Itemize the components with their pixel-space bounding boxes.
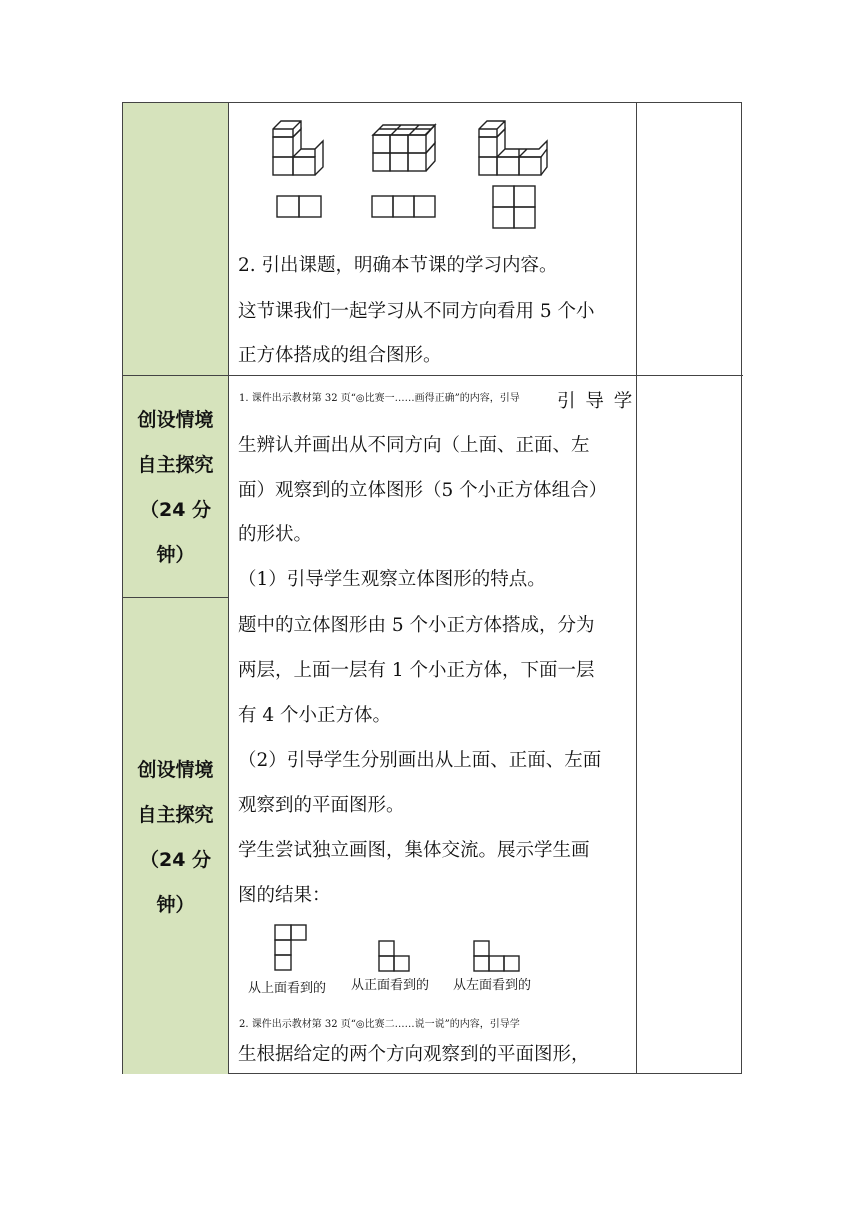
caption-left-view: 从左面看到的	[453, 978, 532, 993]
section-label-line: 钟）	[156, 894, 195, 916]
body-text: 观察到的平面图形。	[238, 795, 405, 816]
view-shape-2	[371, 195, 437, 219]
cube-figure-3	[475, 113, 555, 175]
caption-front-view: 从正面看到的	[351, 978, 430, 993]
lesson-table	[122, 102, 742, 1074]
section-label-line: 创设情境	[137, 409, 214, 431]
front-view-drawing	[378, 940, 412, 972]
body-text: 两层，上面一层有 1 个小正方体，下面一层	[238, 660, 595, 681]
column-divider	[636, 103, 637, 1073]
body-text: 的形状。	[238, 524, 313, 545]
view-shape-3	[492, 185, 536, 229]
step2-body: 这节课我们一起学习从不同方向看用 5 个小	[238, 301, 595, 322]
cube-figure-2	[371, 123, 441, 173]
body-text: （1）引导学生观察立体图形的特点。	[238, 569, 546, 590]
courseware-note: 1. 课件出示教材第 32 页“◎比赛一……画得正确”的内容，引导	[239, 393, 520, 404]
step2-title: 2. 引出课题，明确本节课的学习内容。	[238, 255, 558, 276]
row-divider	[123, 597, 229, 598]
column-divider	[228, 103, 229, 1073]
section-label	[123, 748, 228, 928]
body-text: 生根据给定的两个方向观察到的平面图形，	[238, 1044, 590, 1065]
top-view-drawing	[274, 924, 308, 972]
cube-figure-1	[269, 113, 329, 175]
body-text: （2）引导学生分别画出从上面、正面、左面	[238, 750, 602, 771]
left-view-drawing	[473, 940, 521, 972]
body-text: 有 4 个小正方体。	[238, 705, 392, 726]
step2-body: 正方体搭成的组合图形。	[238, 345, 442, 366]
section-label	[123, 398, 228, 578]
caption-top-view: 从上面看到的	[248, 981, 327, 996]
section-label-line: 钟）	[156, 544, 195, 566]
section-label-line: 创设情境	[137, 759, 214, 781]
body-text: 题中的立体图形由 5 个小正方体搭成，分为	[238, 615, 595, 636]
courseware-note: 2. 课件出示教材第 32 页“◎比赛二……说一说”的内容，引导学	[239, 1019, 520, 1030]
body-text: 图的结果：	[238, 885, 331, 906]
body-text: 学生尝试独立画图，集体交流。展示学生画	[238, 840, 590, 861]
body-text: 生辨认并画出从不同方向（上面、正面、左	[238, 435, 590, 456]
row-divider	[123, 375, 743, 376]
section-label-line: 自主探究	[137, 804, 214, 826]
body-text: 引 导 学	[557, 391, 635, 412]
label-cell-1	[123, 103, 228, 375]
view-shape-1	[276, 195, 322, 219]
section-label-line: 自主探究	[137, 454, 214, 476]
body-text: 面）观察到的立体图形（5 个小正方体组合）	[238, 480, 608, 501]
section-label-line: （24 分	[139, 849, 212, 871]
section-label-line: （24 分	[139, 499, 212, 521]
